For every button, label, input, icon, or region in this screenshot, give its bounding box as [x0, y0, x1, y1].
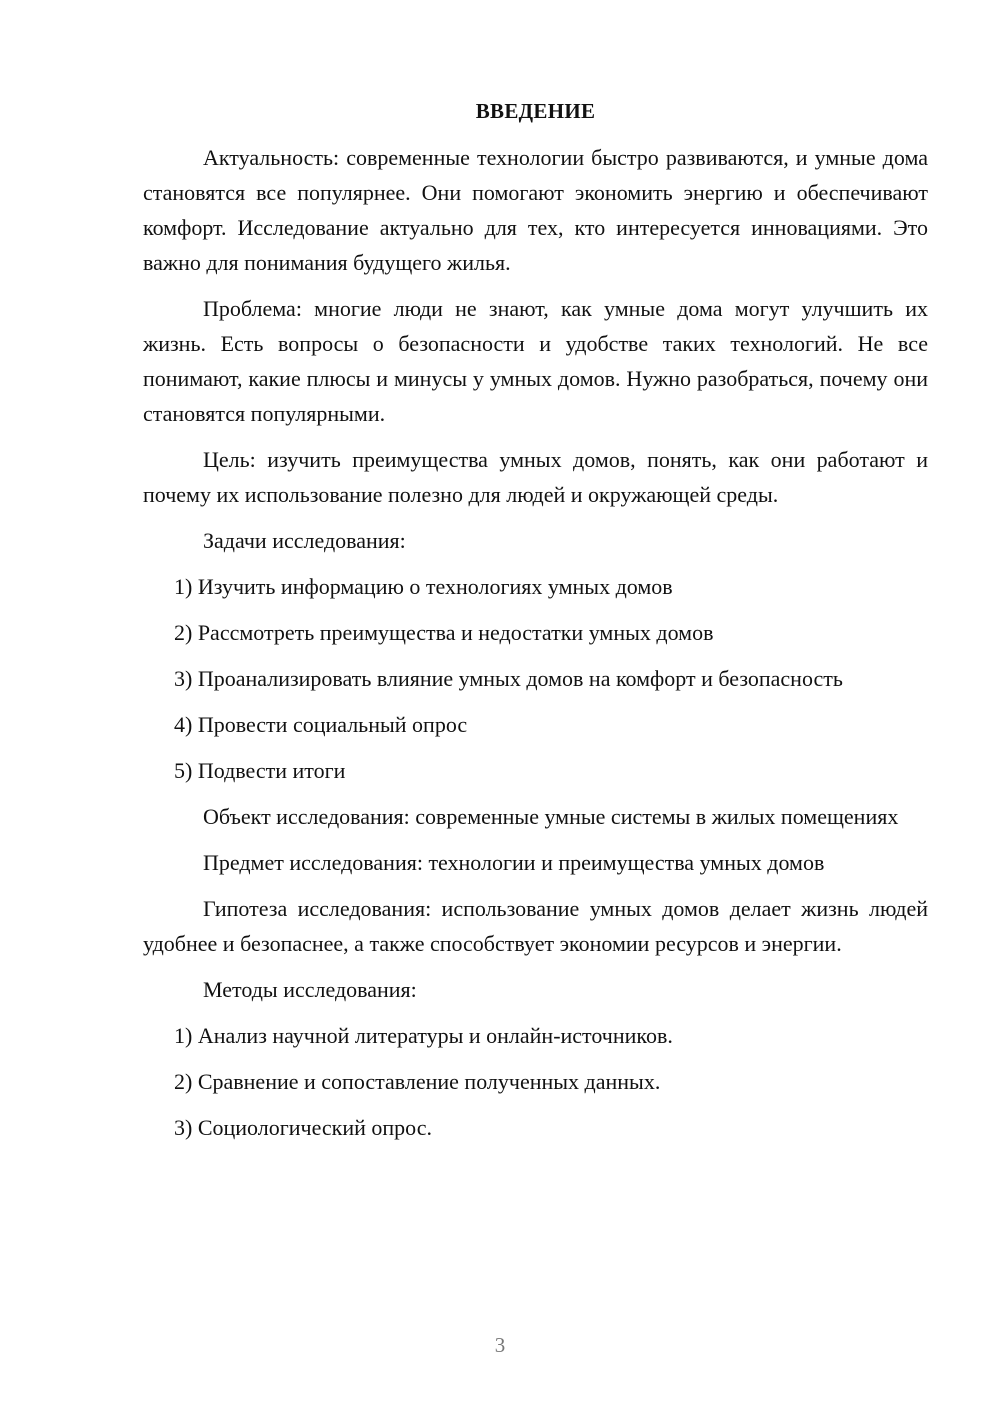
task-item-4: 4) Провести социальный опрос — [174, 712, 468, 737]
paragraph-subject: Предмет исследования: технологии и преимущества умных домов — [203, 850, 825, 875]
section-title: ВВЕДЕНИЕ — [475, 99, 596, 123]
method-item-2: 2) Сравнение и сопоставление полученных данных. — [174, 1069, 661, 1094]
paragraph-hypothesis: Гипотеза исследования: использование умных домов делает жизнь людей удобнее и безопаснее, а также способствует экономии ресурсов и энергии. — [143, 896, 928, 956]
document-page — [143, 94, 928, 1156]
paragraph-object: Объект исследования: современные умные системы в жилых помещениях — [203, 804, 899, 829]
task-item-3: 3) Проанализировать влияние умных домов на комфорт и безопасность — [174, 666, 843, 691]
method-item-1: 1) Анализ научной литературы и онлайн-источников. — [174, 1023, 673, 1048]
paragraph-problem: Проблема: многие люди не знают, как умные дома могут улучшить их жизнь. Есть вопросы о безопасности и удобстве таких технологий. Не все понимают, какие плюсы и минусы у умных домов. Нужно разобраться, почему они становятся популярными. — [143, 296, 928, 426]
task-item-2: 2) Рассмотреть преимущества и недостатки умных домов — [174, 620, 714, 645]
paragraph-tasks-heading: Задачи исследования: — [203, 528, 406, 553]
paragraph-goal: Цель: изучить преимущества умных домов, понять, как они работают и почему их использование полезно для людей и окружающей среды. — [143, 447, 928, 507]
method-item-3: 3) Социологический опрос. — [174, 1115, 432, 1140]
page-number: 3 — [494, 1333, 506, 1357]
paragraph-relevance: Актуальность: современные технологии быстро развиваются, и умные дома становятся все популярнее. Они помогают экономить энергию и обеспечивают комфорт. Исследование актуально для тех, кто интересуется инновациями. Это важно для понимания будущего жилья. — [143, 145, 928, 275]
task-item-5: 5) Подвести итоги — [174, 758, 346, 783]
paragraph-methods-heading: Методы исследования: — [203, 977, 417, 1002]
task-item-1: 1) Изучить информацию о технологиях умных домов — [174, 574, 673, 599]
